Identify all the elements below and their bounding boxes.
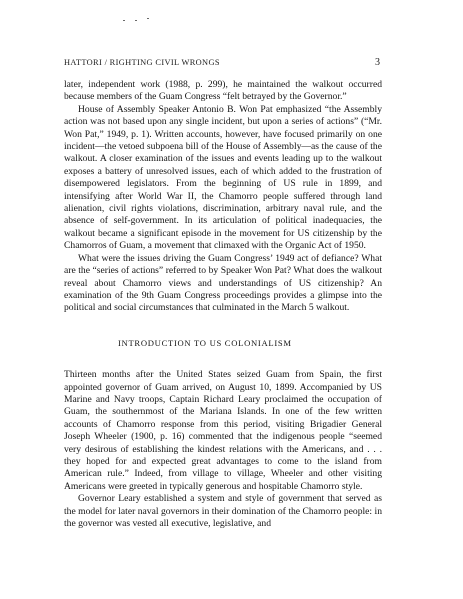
scan-speck xyxy=(135,20,137,21)
paragraph: Governor Leary established a system and style of government that served as the model for later naval governors in their domination of the Chamorro people: in the governor was vested all executive, legislative, and xyxy=(64,493,382,529)
paragraph: later, independent work (1988, p. 299), he maintained the walkout occurred because members of the Guam Congress “felt betrayed by the Governor.” xyxy=(64,79,382,103)
scan-speck xyxy=(147,18,149,19)
running-head: HATTORI / RIGHTING CIVIL WRONGS xyxy=(64,58,220,67)
scan-speck xyxy=(123,20,125,21)
paragraph: What were the issues driving the Guam Congress’ 1949 act of defiance? What are the “series of actions” referred to by Speaker Won Pat? What does the walkout reveal about Chamorro views and understandings of US citizenship? An examination of the 9th Guam Congress proceedings provides a glimpse into the political and social circumstances that culminated in the March 5 walkout. xyxy=(64,252,382,314)
section-heading: INTRODUCTION TO US COLONIALISM xyxy=(118,337,292,348)
body-text xyxy=(64,79,382,530)
paragraph: Thirteen months after the United States seized Guam from Spain, the first appointed governor of Guam arrived, on August 10, 1899. Accompanied by US Marine and Navy troops, Captain Richard Leary proclaimed the occupation of Guam, the southernmost of the Mariana Islands. In one of the few written accounts of Chamorro response from this period, visiting Brigadier General Joseph Wheeler (1900, p. 16) commented that the indigenous people “seemed very desirous of establishing the kindest relations with the Americans, and . . . they hoped for and expected great advantages to come to the island from American rule.” Indeed, from village to village, Wheeler and other visiting Americans were greeted in typically generous and hospitable Chamorro style. xyxy=(64,369,382,492)
page-number: 3 xyxy=(375,57,380,68)
page-header xyxy=(64,58,380,72)
paragraph: House of Assembly Speaker Antonio B. Won Pat emphasized “the Assembly action was not based upon any single incident, but upon a series of actions” (“Mr. Won Pat,” 1949, p. 1). Written accounts, however, have focused primarily on one incident—the vetoed subpoena bill of the House of Assembly—as the cause of the walkout. A closer examination of the issues and events leading up to the walkout exposes a battery of unresolved issues, each of which added to the frustration of disempowered legislators. From the beginning of US rule in 1899, and intensifying after World War II, the Chamorro people suffered through land alienation, civil rights violations, discrimination, arbitrary naval rule, and the absence of self-government. In its articulation of political inadequacies, the walkout became a significant episode in the movement for US citizenship by the Chamorros of Guam, a movement that climaxed with the Organic Act of 1950. xyxy=(64,103,382,252)
scan-specks xyxy=(123,18,163,24)
